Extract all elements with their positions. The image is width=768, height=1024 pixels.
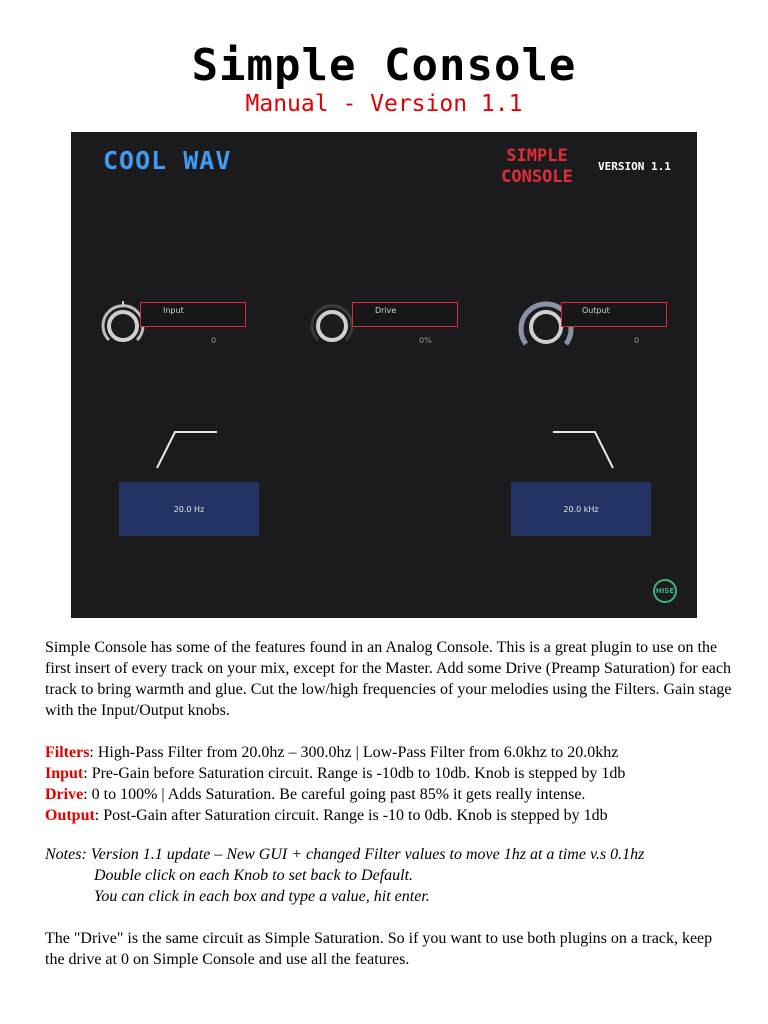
- input-knob-face: [109, 312, 137, 340]
- hise-badge: HISE: [653, 579, 677, 603]
- note-line-3: You can click in each box and type a value, hit enter.: [94, 888, 430, 905]
- spec-filters-text: : High-Pass Filter from 20.0hz – 300.0hz | Low-Pass Filter from 6.0khz to 20.0khz: [89, 744, 619, 761]
- spec-filters: [45, 742, 735, 763]
- specs-list: [45, 742, 735, 826]
- lowpass-curve-icon: [551, 430, 615, 470]
- spec-output-text: : Post-Gain after Saturation circuit. Range is -10 to 0db. Knob is stepped by 1db: [94, 807, 608, 824]
- spec-input-term: Input: [45, 765, 84, 782]
- plugin-version: VERSION 1.1: [598, 160, 671, 173]
- note-line-2: Double click on each Knob to set back to Default.: [94, 867, 414, 884]
- output-value: 0: [634, 336, 640, 345]
- spec-input-text: : Pre-Gain before Saturation circuit. Range is -10db to 10db. Knob is stepped by 1db: [83, 765, 626, 782]
- brand-logo: COOL WAV: [103, 146, 232, 175]
- spec-output-term: Output: [45, 807, 95, 824]
- intro-paragraph: [45, 637, 735, 721]
- output-label: Output: [582, 306, 610, 315]
- highpass-curve-icon: [155, 430, 219, 470]
- plugin-name-line1: SIMPLE: [506, 146, 568, 166]
- page-subtitle: Manual - Version 1.1: [245, 91, 523, 117]
- lowpass-value-box[interactable]: 20.0 kHz: [511, 482, 651, 536]
- spec-output: [45, 805, 735, 826]
- drive-value-box[interactable]: [352, 302, 458, 327]
- note-line-1: Notes: Version 1.1 update – New GUI + changed Filter values to move 1hz at a time v.s 0.1hz: [45, 846, 645, 863]
- input-value: 0: [211, 336, 217, 345]
- spec-drive: [45, 784, 735, 805]
- plugin-screenshot: [71, 132, 697, 618]
- output-value-box[interactable]: [561, 302, 667, 327]
- drive-knob[interactable]: [308, 298, 356, 350]
- drive-label: Drive: [375, 306, 397, 315]
- drive-knob-face: [318, 312, 346, 340]
- closing-paragraph: [45, 928, 735, 970]
- output-knob-face: [531, 312, 561, 342]
- input-value-box[interactable]: [140, 302, 246, 327]
- notes-block: [45, 844, 735, 907]
- page-title: Simple Console: [191, 40, 577, 91]
- spec-input: [45, 763, 735, 784]
- highpass-value-box[interactable]: 20.0 Hz: [119, 482, 259, 536]
- input-label: Input: [163, 306, 184, 315]
- spec-drive-term: Drive: [45, 786, 84, 803]
- spec-filters-term: Filters: [45, 744, 90, 761]
- closing-text: The "Drive" is the same circuit as Simple Saturation. So if you want to use both plugins on a track, keep the drive at 0 on Simple Console and use all the features.: [45, 930, 713, 968]
- spec-drive-text: : 0 to 100% | Adds Saturation. Be careful going past 85% it gets really intense.: [83, 786, 586, 803]
- drive-value: 0%: [419, 336, 432, 345]
- plugin-name: [487, 146, 587, 188]
- intro-text: Simple Console has some of the features found in an Analog Console. This is a great plugin to use on the first insert of every track on your mix, except for the Master. Add some Drive (Preamp Saturation) for each track to bring warmth and glue. Cut the low/high frequencies of your melodies using the Filters. Gain stage with the Input/Output knobs.: [45, 639, 732, 719]
- plugin-name-line2: CONSOLE: [501, 167, 573, 187]
